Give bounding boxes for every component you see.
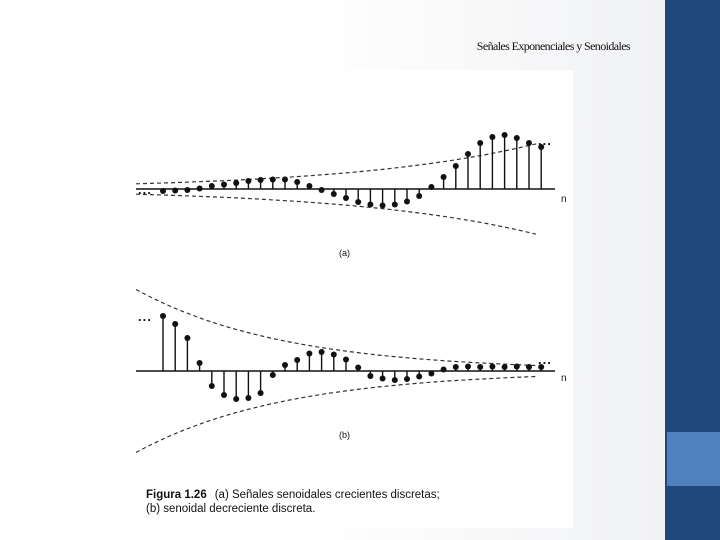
axis-label-b: n (561, 373, 567, 384)
stem-point-a-9 (270, 177, 276, 183)
stem-point-b-16 (355, 365, 361, 371)
figure-image (133, 70, 573, 528)
stem-point-a-27 (489, 134, 495, 140)
panel-label-a: (a) (339, 248, 350, 258)
ellipsis-left-a: ... (138, 182, 152, 197)
stem-point-b-8 (258, 390, 264, 396)
stem-plots (133, 70, 573, 528)
stem-point-a-19 (392, 202, 398, 208)
stem-point-a-16 (355, 199, 361, 205)
figure-caption (146, 488, 440, 516)
stem-point-b-3 (197, 360, 203, 366)
caption-line1: (a) Señales senoidales crecientes discretas; (214, 489, 440, 501)
stem-point-a-24 (453, 163, 459, 169)
envelope-upper-a (136, 144, 536, 184)
stem-point-a-14 (331, 191, 337, 197)
axis-label-a: n (561, 194, 567, 205)
stem-point-a-21 (416, 193, 422, 199)
stem-point-b-12 (306, 351, 312, 357)
stem-point-a-4 (209, 183, 215, 189)
stem-point-a-5 (221, 182, 227, 188)
stem-point-a-20 (404, 199, 410, 205)
stem-point-b-27 (489, 364, 495, 370)
stem-point-a-0 (160, 188, 166, 194)
stem-point-a-8 (258, 177, 264, 183)
stem-point-a-11 (294, 179, 300, 185)
stem-point-b-7 (245, 395, 251, 401)
stem-point-b-21 (416, 374, 422, 380)
stem-point-a-17 (367, 202, 373, 208)
stem-point-a-7 (245, 178, 251, 184)
stem-point-b-14 (331, 352, 337, 358)
envelope-lower-b (136, 377, 536, 453)
stem-point-b-5 (221, 392, 227, 398)
ellipsis-right-b: ... (538, 352, 552, 367)
sidebar-accent-block (667, 432, 720, 486)
stem-point-b-18 (380, 376, 386, 382)
ellipsis-left-b: ... (138, 309, 152, 324)
caption-label: Figura 1.26 (146, 489, 207, 501)
stem-point-b-11 (294, 357, 300, 363)
stem-point-a-25 (465, 151, 471, 157)
stem-point-b-25 (465, 364, 471, 370)
stem-point-a-10 (282, 177, 288, 183)
stem-point-a-26 (477, 140, 483, 146)
stem-point-a-29 (514, 135, 520, 141)
stem-point-b-6 (233, 396, 239, 402)
stem-point-b-30 (526, 364, 532, 370)
stem-point-b-24 (453, 364, 459, 370)
stem-point-b-29 (514, 364, 520, 370)
stem-point-a-12 (306, 183, 312, 189)
stem-point-a-3 (197, 186, 203, 192)
stem-point-b-0 (160, 313, 166, 319)
stem-point-a-6 (233, 180, 239, 186)
stem-point-b-10 (282, 362, 288, 368)
stem-point-a-28 (502, 132, 508, 138)
stem-point-a-30 (526, 140, 532, 146)
stem-point-b-1 (172, 321, 178, 327)
stem-point-b-19 (392, 377, 398, 383)
stem-point-b-17 (367, 373, 373, 379)
caption-line2: (b) senoidal decreciente discreta. (146, 503, 316, 515)
stem-point-b-15 (343, 357, 349, 363)
stem-point-a-13 (319, 187, 325, 193)
stem-point-b-22 (428, 371, 434, 377)
stem-point-a-18 (380, 203, 386, 209)
stem-point-a-1 (172, 188, 178, 194)
stem-point-b-28 (502, 364, 508, 370)
envelope-lower-a (136, 194, 536, 234)
stem-point-a-23 (441, 174, 447, 180)
stem-point-b-2 (184, 335, 190, 341)
stem-point-a-15 (343, 195, 349, 201)
stem-point-a-2 (184, 187, 190, 193)
slide-title: Señales Exponenciales y Senoidales (476, 39, 630, 53)
stem-point-b-20 (404, 376, 410, 382)
stem-point-a-22 (428, 184, 434, 190)
stem-point-b-4 (209, 383, 215, 389)
stem-point-b-9 (270, 372, 276, 378)
ellipsis-right-a: ... (538, 133, 552, 148)
stem-point-b-13 (319, 349, 325, 355)
panel-label-b: (b) (339, 430, 350, 440)
stem-point-b-23 (441, 367, 447, 373)
stem-point-b-26 (477, 364, 483, 370)
